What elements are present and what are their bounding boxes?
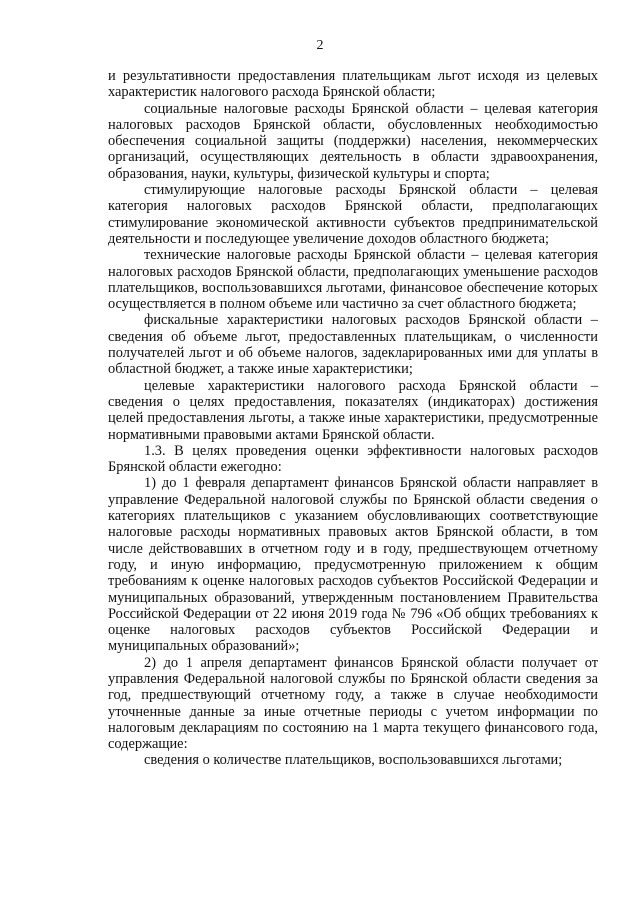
document-body xyxy=(108,68,598,769)
paragraph: стимулирующие налоговые расходы Брянской области – целевая категория налоговых расходов Брянской области, предполагающих стимулирование экономической активности субъектов предпринимательской деятельности и последующее увеличение доходов областного бюджета; xyxy=(108,182,598,247)
paragraph: и результативности предоставления плательщикам льгот исходя из целевых характеристик налогового расхода Брянской области; xyxy=(108,68,598,101)
paragraph: фискальные характеристики налоговых расходов Брянской области – сведения об объеме льгот, предоставленных плательщикам, о численности получателей льгот и об объеме налогов, задекларированных ими для уплаты в областной бюджет, а также иные характеристики; xyxy=(108,312,598,378)
paragraph: целевые характеристики налогового расхода Брянской области – сведения о целях предоставления, показателях (индикаторах) достижения целей предоставления льготы, а также иные характеристики, предусмотренные нормативными правовыми актами Брянской области. xyxy=(108,377,598,443)
paragraph: 1) до 1 февраля департамент финансов Брянской области направляет в управление Федеральной налоговой службы по Брянской области сведения о категориях плательщиков с указанием обусловливающих соответствующие налоговые расходы нормативных правовых актов Брянской области, в том числе действовавших в отчетном году и в году, предшествующем отчетному году, и иную информацию, предусмотренную приложением к общим требованиям к оценке налоговых расходов субъектов Российской Федерации и муниципальных образований, утвержденным постановлением Правительства Российской Федерации от 22 июня 2019 года № 796 «Об общих требованиях к оценке налоговых расходов субъектов Российской Федерации и муниципальных образований»; xyxy=(108,475,598,655)
paragraph: сведения о количестве плательщиков, воспользовавшихся льготами; xyxy=(144,752,563,769)
paragraph: 2) до 1 апреля департамент финансов Брянской области получает от управления Федеральной налоговой службы по Брянской области сведения за год, предшествующий отчетному году, а также в случае необходимости уточненные данные за иные отчетные периоды с учетом информации по налоговым декларациям по состоянию на 1 марта текущего финансового года, содержащие: xyxy=(108,654,598,753)
paragraph: 1.3. В целях проведения оценки эффективности налоговых расходов Брянской области ежегодно: xyxy=(108,442,598,476)
paragraph: социальные налоговые расходы Брянской области – целевая категория налоговых расходов Брянской области, обусловленных необходимостью обеспечения социальной защиты (поддержки) населения, некоммерческих организаций, осуществляющих деятельность в области здравоохранения, образования, науки, культуры, физической культуры и спорта; xyxy=(108,100,598,182)
paragraph: технические налоговые расходы Брянской области – целевая категория налоговых расходов Брянской области, предполагающих уменьшение расходов плательщиков, воспользовавшихся льготами, финансовое обеспечение которых осуществляется в полном объеме или частично за счет областного бюджета; xyxy=(108,247,598,313)
page-number: 2 xyxy=(316,38,324,53)
